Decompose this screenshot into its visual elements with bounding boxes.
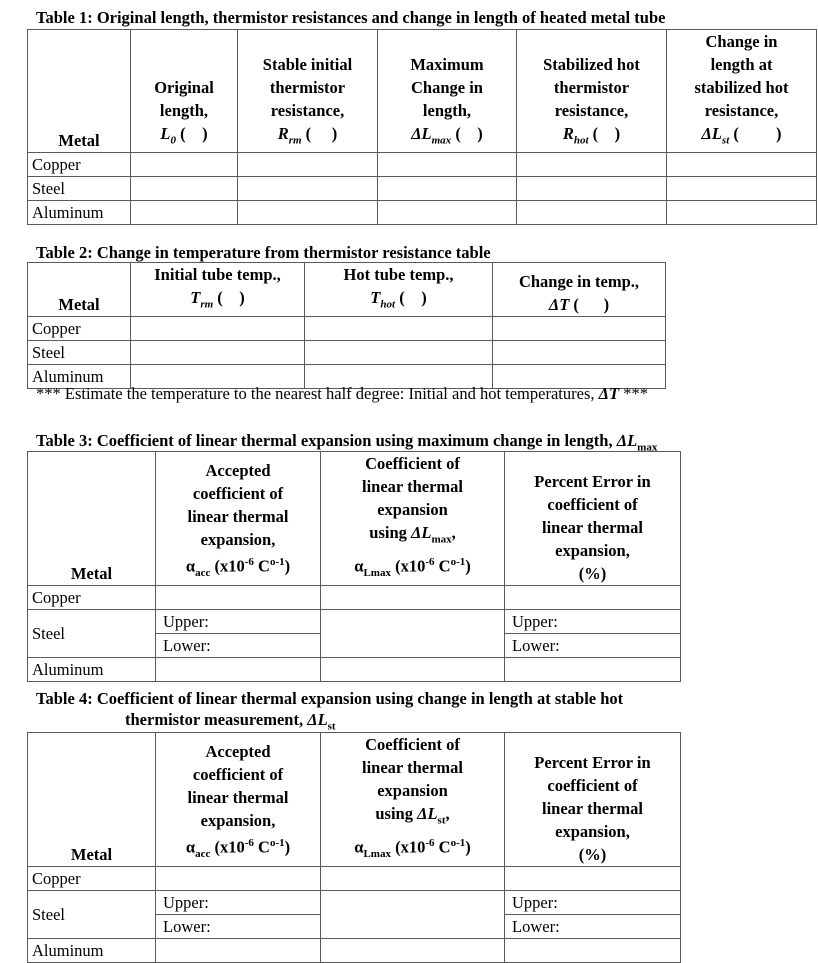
t1-cell[interactable] <box>667 177 817 201</box>
t4-cell[interactable] <box>321 939 505 963</box>
t3-cell[interactable] <box>156 658 321 682</box>
t1-header-original-length: Original length, $L_0$ ( ) <box>131 30 238 153</box>
t1-header-change-stable: Change in length at stabilized hot resistance, $\Delta L_{st}$ ( ) <box>667 30 817 153</box>
t3-steel-accepted <box>156 610 321 658</box>
lower-label[interactable]: Lower: <box>512 636 560 656</box>
t3-cell[interactable] <box>321 658 505 682</box>
t1-header-metal: Metal <box>28 30 131 153</box>
t3-cell[interactable] <box>156 586 321 610</box>
t2-row-copper: Copper <box>28 317 131 341</box>
t2-cell[interactable] <box>305 317 493 341</box>
t2-cell[interactable] <box>493 341 666 365</box>
table4 <box>27 732 681 963</box>
t1-cell[interactable] <box>517 153 667 177</box>
t1-header-stable-initial: Stable initial thermistor resistance, $R_{rm}$ ( ) <box>238 30 378 153</box>
t1-row-aluminum: Aluminum <box>28 201 131 225</box>
t3-header-metal: Metal <box>28 452 156 586</box>
table2 <box>27 262 666 389</box>
t1-cell[interactable] <box>238 153 378 177</box>
t2-cell[interactable] <box>131 317 305 341</box>
table4-caption-line2: thermistor measurement, $\Delta L_{st}$ <box>125 710 336 733</box>
t4-header-coef: Coefficient of linear thermal expansion using $\Delta L_{st}$, $\alpha_{Lmax}$ ($x10^{-6}$ $C^{o-1}$) <box>321 733 505 867</box>
t1-cell[interactable] <box>667 201 817 225</box>
table-row <box>28 201 817 225</box>
table-row <box>28 939 681 963</box>
table-row <box>28 341 666 365</box>
t4-cell[interactable] <box>505 867 681 891</box>
t3-cell[interactable] <box>321 610 505 658</box>
t4-cell[interactable] <box>321 867 505 891</box>
t1-cell[interactable] <box>238 201 378 225</box>
table1-caption: Table 1: Original length, thermistor resistances and change in length of heated metal tube <box>36 8 666 27</box>
t3-cell[interactable] <box>505 586 681 610</box>
t3-row-aluminum: Aluminum <box>28 658 156 682</box>
lower-label[interactable]: Lower: <box>163 917 211 937</box>
t2-header-change: Change in temp., ΔT ( ) <box>493 263 666 317</box>
upper-label[interactable]: Upper: <box>156 891 320 915</box>
t4-row-aluminum: Aluminum <box>28 939 156 963</box>
upper-label[interactable]: Upper: <box>505 610 680 634</box>
t4-cell[interactable] <box>156 867 321 891</box>
lower-label[interactable]: Lower: <box>512 917 560 937</box>
t3-cell[interactable] <box>505 658 681 682</box>
t2-header-initial: Initial tube temp., $T_{rm}$ ( ) <box>131 263 305 317</box>
t1-cell[interactable] <box>131 177 238 201</box>
table1 <box>27 29 817 225</box>
t1-cell[interactable] <box>131 153 238 177</box>
table3-caption: Table 3: Coefficient of linear thermal expansion using maximum change in length, $\Delta L_{max}$ <box>36 431 658 454</box>
t1-row-copper: Copper <box>28 153 131 177</box>
t2-cell[interactable] <box>131 341 305 365</box>
t4-header-metal: Metal <box>28 733 156 867</box>
table3 <box>27 451 681 682</box>
t1-cell[interactable] <box>667 153 817 177</box>
table-row <box>28 317 666 341</box>
upper-label[interactable]: Upper: <box>505 891 680 915</box>
t4-cell[interactable] <box>505 939 681 963</box>
t4-steel-accepted <box>156 891 321 939</box>
t1-header-max-change: Maximum Change in length, $\Delta L_{max}$ ( ) <box>378 30 517 153</box>
table2-caption: Table 2: Change in temperature from thermistor resistance table <box>36 243 491 262</box>
table-row <box>28 867 681 891</box>
t3-steel-percent <box>505 610 681 658</box>
t2-row-aluminum: Aluminum <box>28 365 131 389</box>
t4-cell[interactable] <box>321 891 505 939</box>
t3-header-percent: Percent Error in coefficient of linear thermal expansion, (%) <box>505 452 681 586</box>
t1-cell[interactable] <box>517 201 667 225</box>
t3-header-accepted: Accepted coefficient of linear thermal expansion, $\alpha_{acc}$ ($x10^{-6}$ $C^{o-1}$) <box>156 452 321 586</box>
t4-row-steel: Steel <box>28 891 156 939</box>
t3-cell[interactable] <box>321 586 505 610</box>
t3-row-copper: Copper <box>28 586 156 610</box>
t3-header-coef: Coefficient of linear thermal expansion using $\Delta L_{max}$, $\alpha_{Lmax}$ ($x10^{-6}$ $C^{o-1}$) <box>321 452 505 586</box>
t4-row-copper: Copper <box>28 867 156 891</box>
t1-cell[interactable] <box>131 201 238 225</box>
table-row <box>28 177 817 201</box>
t1-cell[interactable] <box>238 177 378 201</box>
t3-row-steel: Steel <box>28 610 156 658</box>
t2-header-metal: Metal <box>28 263 131 317</box>
t1-header-stabilized-hot: Stabilized hot thermistor resistance, $R_{hot}$ ( ) <box>517 30 667 153</box>
t1-cell[interactable] <box>378 177 517 201</box>
t4-header-accepted: Accepted coefficient of linear thermal expansion, $\alpha_{acc}$ ($x10^{-6}$ $C^{o-1}$) <box>156 733 321 867</box>
t4-header-percent: Percent Error in coefficient of linear thermal expansion, (%) <box>505 733 681 867</box>
lower-label[interactable]: Lower: <box>163 636 211 656</box>
table-row <box>28 586 681 610</box>
t4-cell[interactable] <box>156 939 321 963</box>
t2-header-hot: Hot tube temp., $T_{hot}$ ( ) <box>305 263 493 317</box>
t2-cell[interactable] <box>305 341 493 365</box>
table-row <box>28 153 817 177</box>
t1-cell[interactable] <box>378 153 517 177</box>
table2-note: *** Estimate the temperature to the nearest half degree: Initial and hot temperatures, ΔT *** <box>36 384 648 403</box>
table-row <box>28 610 681 658</box>
t1-row-steel: Steel <box>28 177 131 201</box>
upper-label[interactable]: Upper: <box>156 610 320 634</box>
table-row <box>28 891 681 939</box>
t2-row-steel: Steel <box>28 341 131 365</box>
t2-cell[interactable] <box>493 317 666 341</box>
t1-cell[interactable] <box>378 201 517 225</box>
t4-steel-percent <box>505 891 681 939</box>
table4-caption-line1: Table 4: Coefficient of linear thermal expansion using change in length at stable hot <box>36 689 624 708</box>
table-row <box>28 658 681 682</box>
t1-cell[interactable] <box>517 177 667 201</box>
